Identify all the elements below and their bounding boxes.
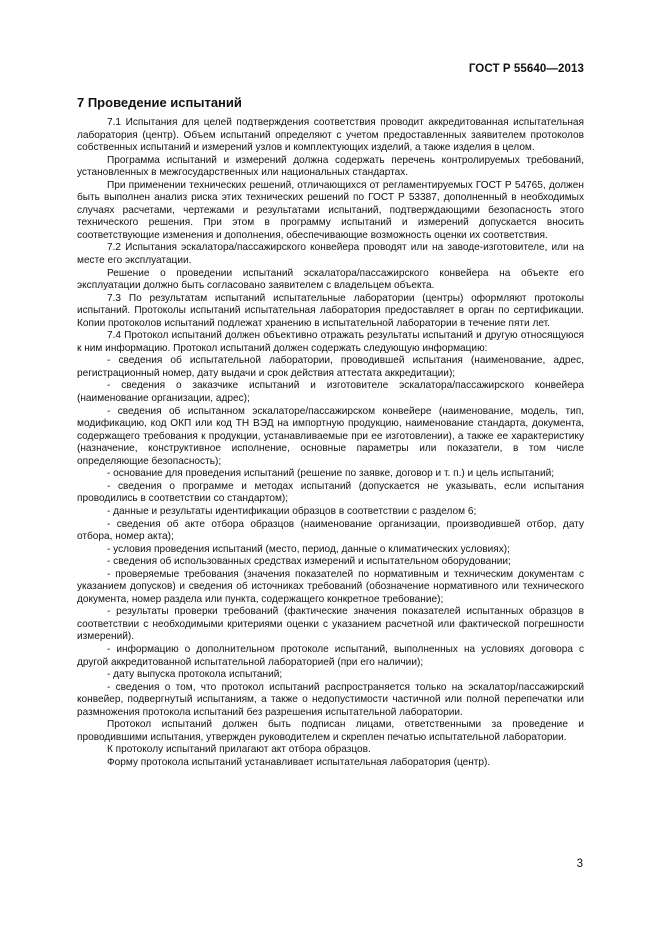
- list-item: - условия проведения испытаний (место, период, данные о климатических условиях);: [107, 543, 510, 555]
- list-item: - сведения об испытательной лаборатории, проводившей испытания (наименование, адрес, регистрационный номер, дату выдачи и срок действия аттестата аккредитации);: [77, 355, 584, 379]
- paragraph: Программа испытаний и измерений должна содержать перечень контролируемых требований, установленных в межгосударственных или национальных стандартах.: [77, 154, 584, 179]
- paragraph: 7.1 Испытания для целей подтверждения соответствия проводит аккредитованная испытательная лаборатория (центр). Объем испытаний определяют с учетом предоставленных заявителем протоколов собственных испытаний и измерений узлов и комплектующих изделий, а также изделия в целом.: [77, 117, 584, 154]
- list-item: - информацию о дополнительном протоколе испытаний, выполненных на условиях договора с другой аккредитованной испытательной лабораторией (при его наличии);: [77, 643, 584, 668]
- section-body: [77, 117, 584, 769]
- paragraph: Форму протокола испытаний устанавливает испытательная лаборатория (центр).: [107, 756, 491, 768]
- list-item: - основание для проведения испытаний (решение по заявке, договор и т. п.) и цель испытаний;: [107, 468, 555, 480]
- list-item: - дату выпуска протокола испытаний;: [107, 669, 283, 681]
- list-item: - результаты проверки требований (фактические значения показателей испытанных образцов в соответствии с необходимыми критериями оценки с указанием расчетной или фактической погрешности измерений).: [77, 606, 584, 643]
- paragraph: 7.4 Протокол испытаний должен объективно отражать результаты испытаний и другую относящуюся к ним информацию. Протокол испытаний должен содержать следующую информацию:: [77, 330, 584, 354]
- paragraph: Решение о проведении испытаний эскалатора/пассажирского конвейера на объекте его эксплуатации должно быть согласовано заявителем с владельцем объекта.: [77, 267, 584, 292]
- paragraph: Протокол испытаний должен быть подписан лицами, ответственными за проведение и проводившими испытания, утвержден руководителем и скреплен печатью испытательной лаборатории.: [77, 719, 584, 743]
- document-code: ГОСТ Р 55640—2013: [468, 63, 584, 75]
- paragraph: При применении технических решений, отличающихся от регламентируемых ГОСТ Р 54765, должен быть выполнен анализ риска этих технических решений по ГОСТ Р 53387, дополненный в необходимых случаях расчетами, чертежами и результатами испытаний, подтверждающими безопасность этого технического решения. При этом в программу испытаний и измерений допускается вносить соответствующие изменения и дополнения, обеспечивающие возможность оценки их соответствия.: [77, 179, 584, 241]
- list-item: - сведения о том, что протокол испытаний распространяется только на эскалатор/пассажирский конвейер, подвергнутый испытаниям, а также о недопустимости частичной или полной перепечатки или размножения протокола испытаний без разрешения испытательной лаборатории.: [77, 681, 584, 718]
- list-item: - сведения об испытанном эскалаторе/пассажирском конвейере (наименование, модель, тип, модификацию, код ОКП или код ТН ВЭД на импортную продукцию, наименование стандарта, документа, содержащего требования к продукции, устанавливаемые при ее изготовлении), а также ее характеристику (назначение, конструктивное исполнение, основные параметры или показатели, в том числе определяющие безопасность);: [77, 405, 584, 467]
- list-item: - сведения о заказчике испытаний и изготовителе эскалатора/пассажирского конвейера (наименование организации, адрес);: [77, 380, 584, 405]
- list-item: - сведения об использованных средствах измерений и испытательном оборудовании;: [107, 556, 511, 568]
- paragraph: 7.3 По результатам испытаний испытательные лаборатории (центры) оформляют протоколы испытаний. Протоколы испытаний испытательная лаборатория предоставляет в орган по сертификации. Копии протоколов испытаний подлежат хранению в испытательной лаборатории в течение пяти лет.: [77, 292, 584, 329]
- paragraph: 7.2 Испытания эскалатора/пассажирского конвейера проводят или на заводе-изготовителе, или на месте его эксплуатации.: [77, 242, 584, 267]
- list-item: - данные и результаты идентификации образцов в соответствии с разделом 6;: [107, 505, 477, 517]
- list-item: - сведения о программе и методах испытаний (допускается не указывать, если испытания проводились в соответствии со стандартом);: [77, 480, 584, 505]
- page-number: 3: [576, 858, 583, 870]
- list-item: - сведения об акте отбора образцов (наименование организации, производившей отбор, дату отбора, номер акта);: [77, 518, 584, 543]
- section-title: 7 Проведение испытаний: [77, 95, 242, 110]
- list-item: - проверяемые требования (значения показателей по нормативным и техническим документам с указанием допусков) и сведения об источниках требований (обозначение нормативного или технического документа, номер раздела или пункта, содержащего конкретное требование);: [77, 568, 584, 605]
- paragraph: К протоколу испытаний прилагают акт отбора образцов.: [107, 744, 371, 756]
